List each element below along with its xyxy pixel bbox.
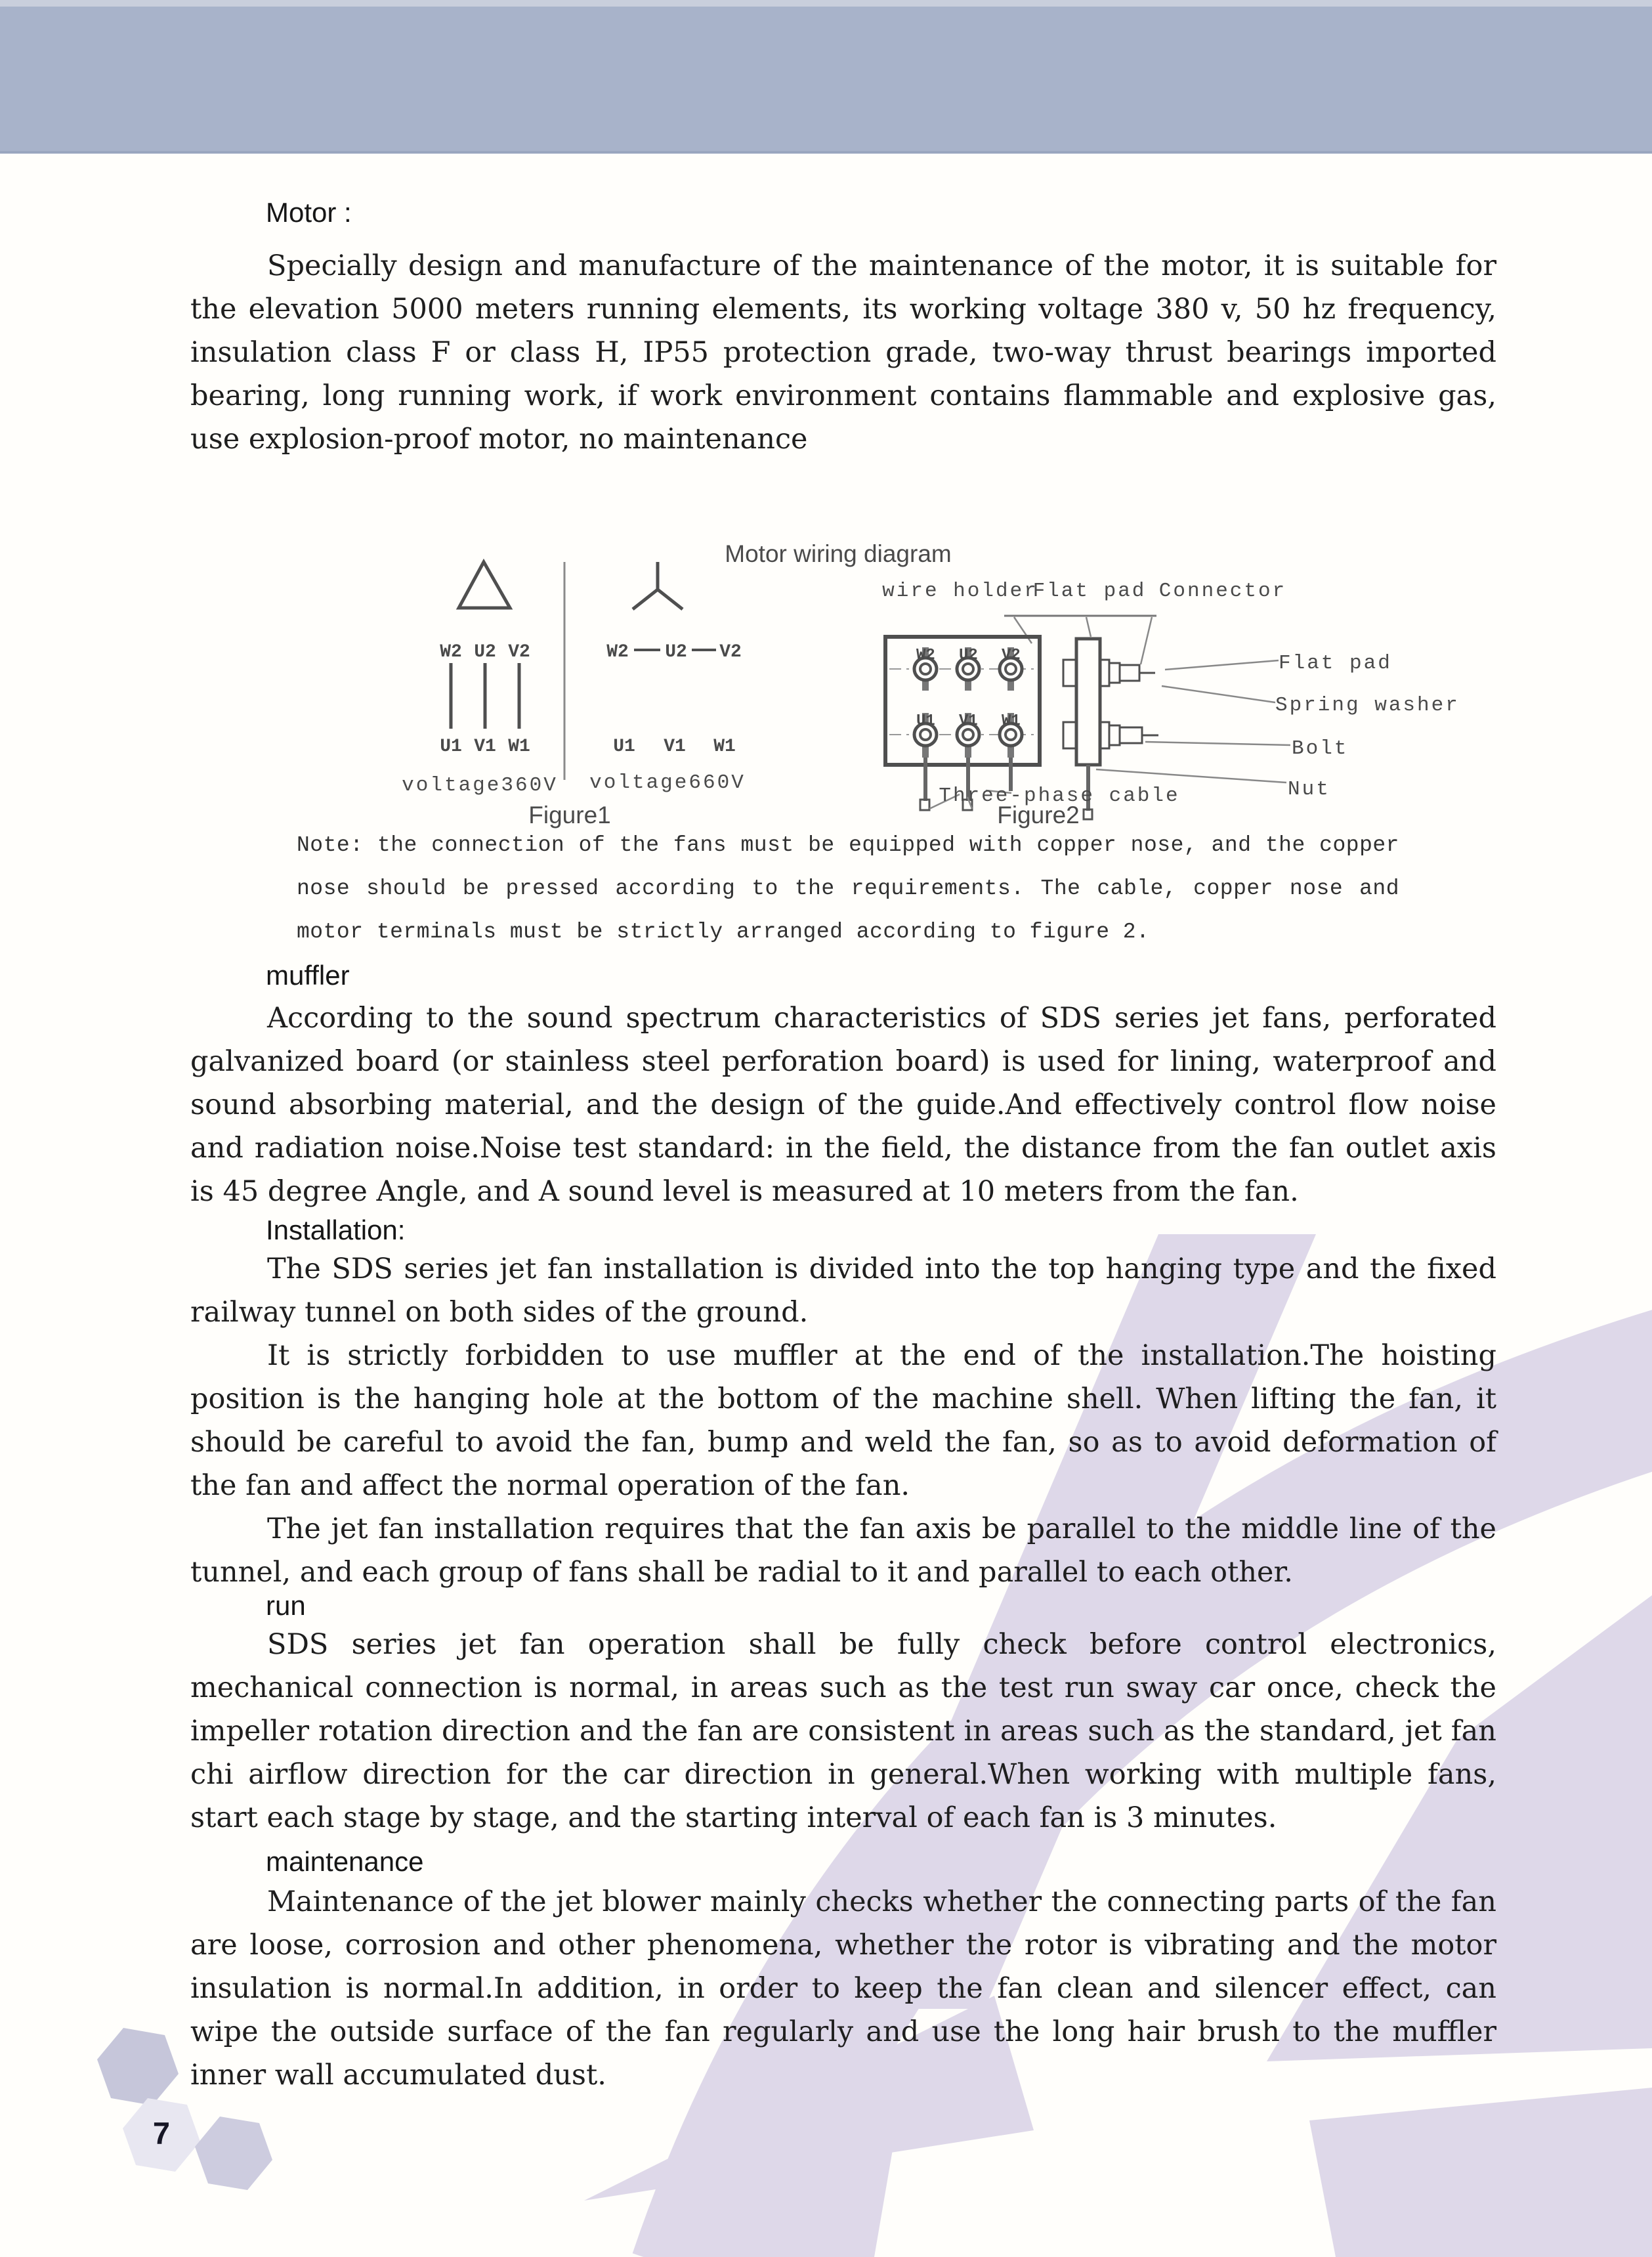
installation-heading: Installation: (266, 1214, 406, 1245)
maintenance-paragraph: Maintenance of the jet blower mainly checks whether the connecting parts of the fan are loose, corrosion and other phenomena, whether the rotor is vibrating and the motor insulation is normal.In addition, in order to keep the fan clean and silencer effect, can wipe the outside surface of the fan regularly and use the long hair brush to the muffler inner wall accumulated dust. (190, 1885, 1496, 2092)
flat-pad-top-label: Flat pad (1032, 580, 1147, 603)
motor-paragraph: Specially design and manufacture of the maintenance of the motor, it is suitable for the elevation 5000 meters running elements, its working voltage 380 v, 50 hz frequency, insulation class F or class H, IP55 protection grade, two-way thrust bearings imported bearing, long running work, if work environment contains flammable and explosive gas, use explosion-proof motor, no maintenance (190, 249, 1496, 456)
run-paragraph: SDS series jet fan operation shall be fully check before control electronics, mechanical connection is normal, in areas such as the test run sway car once, check the impeller rotation direction and the fan are consistent in areas such as the standard, jet fan chi airflow direction for the car direction in general.When working with multiple fans, start each stage by stage, and the starting interval of each fan is 3 minutes. (190, 1628, 1496, 1834)
maintenance-heading: maintenance (266, 1846, 424, 1877)
delta-terminal-w2: W2 (440, 642, 462, 662)
page-number: 7 (152, 2116, 171, 2151)
run-heading: run (266, 1590, 306, 1621)
delta-terminal-v1: V1 (474, 737, 496, 757)
delta-terminal-w1: W1 (508, 737, 530, 757)
box-terminal-u2: U2 (959, 647, 978, 664)
delta-terminal-u2: U2 (474, 642, 496, 662)
muffler-paragraph: According to the sound spectrum characteristics of SDS series jet fans, perforated galvanized board (or stainless steel perforation board) is used for lining, waterproof and sound absorbing material, and the design of the guide.And effectively control flow noise and radiation noise.Noise test standard: in the field, the distance from the fan outlet axis is 45 degree Angle, and A sound level is measured at 10 meters from the fan. (190, 1002, 1496, 1208)
star-terminal-w1: W1 (713, 737, 736, 757)
installation-paragraph-1: The SDS series jet fan installation is divided into the top hanging type and the fixed railway tunnel on both sides of the ground. (190, 1253, 1496, 1329)
star-connection-diagram (633, 562, 716, 650)
star-terminal-v2: V2 (719, 642, 742, 662)
delta-terminal-v2: V2 (508, 642, 530, 662)
motor-heading: Motor : (266, 197, 352, 228)
box-terminal-w1: W1 (1002, 712, 1021, 730)
muffler-heading: muffler (266, 960, 350, 991)
voltage660v-label: voltage660V (589, 771, 746, 794)
figure1-caption: Figure1 (528, 802, 611, 828)
bolt-label: Bolt (1292, 737, 1349, 760)
nut-label: Nut (1288, 778, 1330, 801)
box-terminal-v1: V1 (959, 712, 978, 730)
box-terminal-u1: U1 (916, 712, 935, 730)
motor-wiring-figure (0, 538, 1652, 834)
box-terminal-v2: V2 (1002, 647, 1021, 664)
star-terminal-w2: W2 (606, 642, 629, 662)
spring-washer-label: Spring washer (1275, 694, 1460, 717)
installation-paragraph-3: The jet fan installation requires that the fan axis be parallel to the middle line of the tunnel, and each group of fans shall be radial to it and parallel to each other. (190, 1513, 1496, 1589)
box-terminal-w2: W2 (916, 647, 935, 664)
figure-note: Note: the connection of the fans must be equipped with copper nose, and the copper nose should be pressed according to the requirements. The cable, copper nose and motor terminals must be strictly arranged according to figure 2. (297, 833, 1399, 944)
three-phase-cable-label: Three-phase cable (939, 785, 1180, 807)
flat-pad-right-label: Flat pad (1279, 652, 1392, 675)
star-terminal-v1: V1 (664, 737, 686, 757)
voltage360v-label: voltage360V (402, 774, 558, 797)
installation-paragraph-2: It is strictly forbidden to use muffler at the end of the installation.The hoisting position is the hanging hole at the bottom of the machine shell. When lifting the fan, it should be careful to avoid the fan, bump and weld the fan, so as to avoid deformation of the fan and affect the normal operation of the fan. (190, 1339, 1496, 1502)
star-terminal-u1: U1 (613, 737, 635, 757)
wire-holder-label: wire holder (882, 580, 1038, 603)
figure2-caption: Figure2 (997, 802, 1080, 828)
figure-title: Motor wiring diagram (725, 540, 952, 567)
connector-label: Connector (1158, 580, 1287, 603)
star-terminal-u2: U2 (665, 642, 687, 662)
delta-terminal-u1: U1 (440, 737, 462, 757)
